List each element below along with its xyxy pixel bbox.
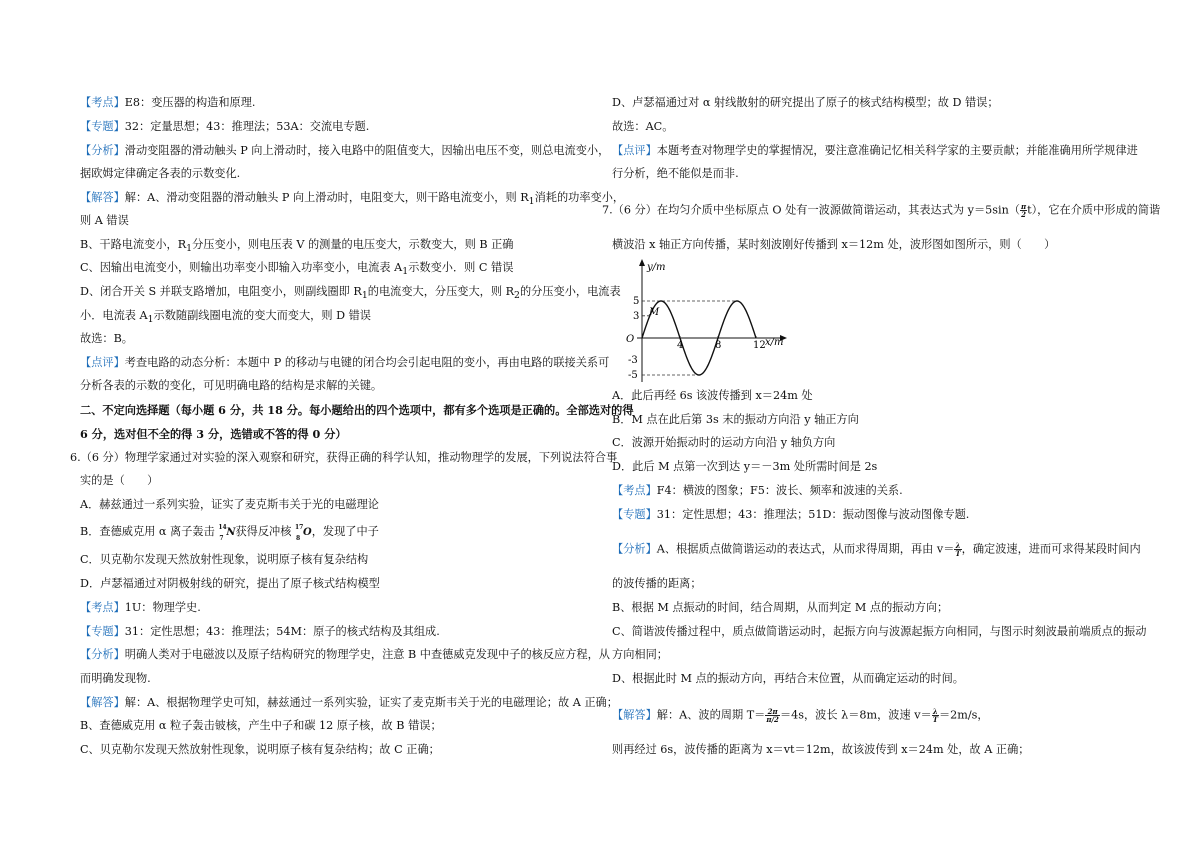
text-line: 【专题】32：定量思想；43：推理法；53A：交流电专题. (80, 120, 370, 133)
text-line: D、根据此时 M 点的振动方向，再结合末位置，从而确定运动的时间。 (612, 672, 964, 685)
text-line: B、干路电流变小，$R_1$分压变小，则电压表 V 的测量的电压变大，示数变大，则 B 正确 (80, 238, 514, 255)
wave-graph (620, 258, 805, 382)
text-line: C、因输出电流变小，则输出功率变小即输入功率变小，电流表 $A_1$示数变小．则 C 错误 (80, 261, 514, 278)
text-line: 据欧姆定律确定各表的示数变化. (80, 167, 241, 180)
option-b: B．查德威克用 α 离子轰击 14 7 N获得反冲核 17 8 O，发现了中子 (80, 524, 379, 542)
y-axis-label: y/m (647, 262, 666, 273)
x-tick-label: 8 (715, 340, 722, 351)
text-line: 【分析】滑动变阻器的滑动触头 P 向上滑动时，接入电路中的阻值变大，因输出电压不变，则总电流变小， (80, 144, 610, 157)
option-c: C．贝克勒尔发现天然放射性现象，说明原子核有复杂结构 (80, 553, 369, 566)
text-line: B、查德威克用 α 粒子轰击铍核，产生中子和碳 12 原子核，故 B 错误； (80, 719, 442, 732)
option-d: D．卢瑟福通过对阴极射线的研究，提出了原子核式结构模型 (80, 577, 380, 590)
x-tick-label: 4 (677, 340, 684, 351)
text-line: B、根据 M 点振动的时间，结合周期，从而判定 M 点的振动方向； (612, 601, 949, 614)
text-line: 【点评】考查电路的动态分析：本题中 P 的移动与电键的闭合均会引起电阻的变小，再由电路的联接关系可 (80, 356, 610, 369)
text-line: 【考点】F4：横波的图象；F5：波长、频率和波速的关系. (612, 484, 903, 497)
text-line: 【分析】明确人类对于电磁波以及原子结构研究的物理学史，注意 B 中查德威克发现中子的核反应方程，从 (80, 648, 610, 661)
text-line: 故选：AC。 (612, 120, 674, 133)
question-stem: 实的是（ ） (80, 474, 159, 487)
y-tick-label: 5 (633, 296, 640, 307)
text-line: 【专题】31：定性思想；43：推理法；54M：原子的核式结构及其组成. (80, 625, 440, 638)
option-b: B．M 点在此后第 3s 末的振动方向沿 y 轴正方向 (612, 413, 859, 426)
text-line: 行分析，绝不能似是而非. (612, 167, 739, 180)
text-line: 【分析】A、根据质点做简谐运动的表达式，从而求得周期，再由 v＝ $\frac{\lambda}{T}$ ，确定波速，进而可求得某段时间内 (612, 541, 1141, 558)
option-a: A．此后再经 6s 该波传播到 x＝24m 处 (612, 389, 813, 402)
fraction: $\frac{\lambda}{T}$ (932, 707, 938, 724)
x-axis-label: x/m (765, 337, 784, 348)
text-line: 【考点】1U：物理学史. (80, 601, 201, 614)
question-stem: 横波沿 x 轴正方向传播，某时刻波刚好传播到 x＝12m 处，波形图如图所示，则（ ） (612, 238, 1056, 251)
nuclide-o17: 17 8 O (294, 524, 312, 542)
fraction: $\frac{\lambda}{T}$ (955, 541, 961, 558)
question-stem: 7.（6 分）在均匀介质中坐标原点 O 处有一波源做简谐运动，其表达式为 y＝5sin（ $\frac{\pi}{2}$ t），它在介质中形成的简谐 (602, 202, 1161, 219)
text-line: C、简谐波传播过程中，质点做简谐运动时，起振方向与波源起振方向相同，与图示时刻波最前端质点的振动 (612, 625, 1147, 638)
text-line: 故选：B。 (80, 332, 133, 345)
text-line: 而明确发现物. (80, 672, 151, 685)
text-line: 的波传播的距离； (612, 577, 702, 590)
section-heading: 二、不定向选择题（每小题 6 分，共 18 分。每小题给出的四个选项中，都有多个选项是正确的。全部选对的得 (80, 403, 634, 417)
text-line: D、卢瑟福通过对 α 射线散射的研究提出了原子的核式结构模型；故 D 错误； (612, 96, 999, 109)
text-line: 则再经过 6s，波传播的距离为 x＝vt＝12m，故该波传到 x＝24m 处，故 A 正确； (612, 743, 1030, 756)
y-tick-label: -3 (628, 355, 638, 367)
y-axis-arrow (639, 259, 645, 266)
text-line: 【考点】E8：变压器的构造和原理. (80, 96, 256, 109)
text-line: 方向相同； (612, 648, 668, 661)
option-c: C．波源开始振动时的运动方向沿 y 轴负方向 (612, 436, 836, 449)
text-line: C、贝克勒尔发现天然放射性现象，说明原子核有复杂结构；故 C 正确； (80, 743, 440, 756)
option-d: D．此后 M 点第一次到达 y＝－3m 处所需时间是 2s (612, 460, 878, 473)
text-line: 【专题】31：定性思想；43：推理法；51D：振动图像与波动图像专题. (612, 508, 970, 521)
fraction: $\frac{\pi}{2}$ (1020, 202, 1027, 219)
text-line: 则 A 错误 (80, 214, 129, 227)
text-line: 【解答】解：A、根据物理学史可知，赫兹通过一系列实验，证实了麦克斯韦关于光的电磁理论；故 A 正确； (80, 696, 618, 709)
x-tick-label: 12 (753, 340, 766, 351)
origin-label: O (626, 334, 635, 345)
text-line: 【解答】解：A、波的周期 T＝ $\frac{2\pi}{\pi/2}$ ＝4s，波长 λ＝8m，波速 v＝ $\frac{\lambda}{T}$ ＝2m/s， (612, 707, 989, 724)
text-line: 小．电流表 $A_1$示数随副线圈电流的变大而变大，则 D 错误 (80, 309, 371, 326)
y-tick-label: -5 (628, 370, 638, 381)
fraction: $\frac{2\pi}{\pi/2}$ (766, 707, 779, 724)
section-heading: 6 分，选对但不全的得 3 分，选错或不答的得 0 分） (80, 427, 347, 441)
question-stem: 6.（6 分）物理学家通过对实验的深入观察和研究，获得正确的科学认知，推动物理学的发展，下列说法符合事 (70, 451, 618, 464)
y-tick-label: 3 (633, 310, 640, 322)
text-line: 【点评】本题考查对物理学史的掌握情况，要注意准确记忆相关科学家的主要贡献；并能准确用所学规律进 (612, 144, 1138, 157)
nuclide-n14: 14 7 N (218, 524, 236, 542)
point-m-label: M (649, 307, 660, 318)
text-line: 【解答】解：A、滑动变阻器的滑动触头 P 向上滑动时，电阻变大，则干路电流变小，则 $R_1$消耗的功率变小， (80, 191, 625, 208)
text-line: 分析各表的示数的变化，可见明确电路的结构是求解的关键。 (80, 379, 383, 392)
option-a: A．赫兹通过一系列实验，证实了麦克斯韦关于光的电磁理论 (80, 498, 379, 511)
text-line: D、闭合开关 S 并联支路增加，电阻变小，则副线圈即 $R_1$的电流变大，分压变大，则 $R_2$的分压变小，电流表 (80, 285, 621, 302)
